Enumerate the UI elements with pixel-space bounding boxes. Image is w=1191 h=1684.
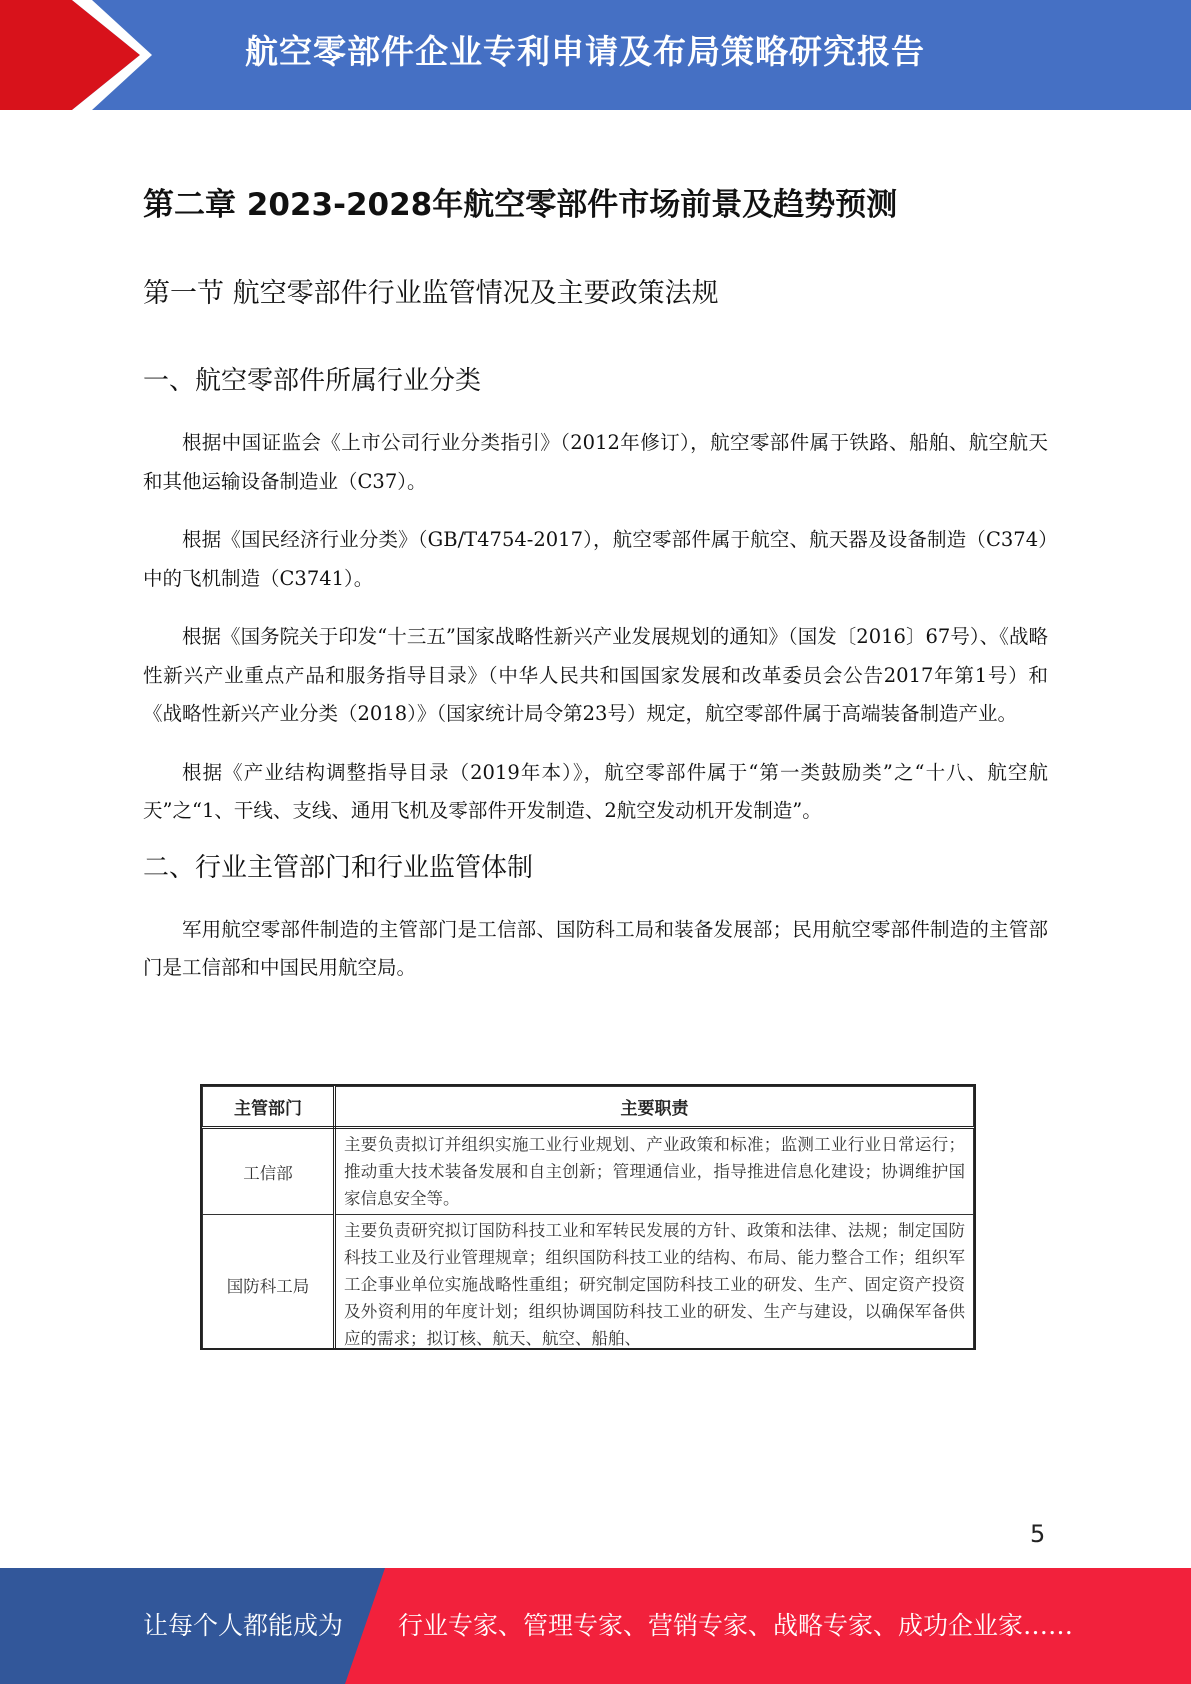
footer-slogan-right: 行业专家、管理专家、营销专家、战略专家、成功企业家……: [398, 1611, 1074, 1640]
footer-slogan-left: 让每个人都能成为: [143, 1611, 344, 1640]
table-header-department: 主管部门: [203, 1087, 335, 1128]
paragraph: 根据中国证监会《上市公司行业分类指引》（2012年修订），航空零部件属于铁路、船舶、航空航天和其他运输设备制造业（C37）。: [143, 431, 1048, 493]
header-banner: [0, 0, 1191, 110]
paragraph: 根据《产业结构调整指导目录（2019年本）》，航空零部件属于“第一类鼓励类”之“十八、航空航天”之“1、干线、支线、通用飞机及零部件开发制造、2航空发动机开发制造”。: [143, 760, 1048, 822]
table-cell-department: 国防科工局: [203, 1215, 335, 1351]
section-title: 第一节 航空零部件行业监管情况及主要政策法规: [143, 278, 719, 309]
chapter-title: 第二章 2023-2028年航空零部件市场前景及趋势预测: [143, 187, 898, 223]
subsection-title-industry-classification: 一、航空零部件所属行业分类: [143, 366, 482, 396]
table-cell-department: 工信部: [203, 1128, 335, 1215]
paragraph: 根据《国民经济行业分类》（GB/T4754-2017），航空零部件属于航空、航天器及设备制造（C374）中的飞机制造（C3741）。: [143, 528, 1048, 590]
subsection-title-regulatory-system: 二、行业主管部门和行业监管体制: [143, 852, 534, 883]
table-header-row: [203, 1087, 974, 1128]
page-content: [143, 170, 1048, 988]
page-number: 5: [1030, 1520, 1046, 1548]
paragraph: 根据《国务院关于印发“十三五”国家战略性新兴产业发展规划的通知》（国发〔2016〕67号）、《战略性新兴产业重点产品和服务指导目录》（中华人民共和国国家发展和改革委员会公告2017年第1号）和《战略性新兴产业分类（2018）》（国家统计局令第23号）规定，航空零部件属于高端装备制造产业。: [143, 625, 1048, 725]
table-row: [203, 1215, 974, 1351]
report-title: 航空零部件企业专利申请及布局策略研究报告: [245, 32, 925, 71]
authority-table: [202, 1086, 974, 1350]
table-cell-duties: 主要负责拟订并组织实施工业行业规划、产业政策和标准；监测工业行业日常运行；推动重大技术装备发展和自主创新；管理通信业，指导推进信息化建设；协调维护国家信息安全等。: [335, 1128, 974, 1215]
table-header-duties: 主要职责: [335, 1087, 974, 1128]
authority-table-wrapper: [200, 1084, 976, 1350]
paragraph: 军用航空零部件制造的主管部门是工信部、国防科工局和装备发展部；民用航空零部件制造的主管部门是工信部和中国民用航空局。: [143, 917, 1048, 979]
footer-banner: [0, 1568, 1191, 1684]
header-arrow-red: [0, 0, 150, 110]
table-row: [203, 1128, 974, 1215]
table-cell-duties: 主要负责研究拟订国防科技工业和军转民发展的方针、政策和法律、法规；制定国防科技工业及行业管理规章；组织国防科技工业的结构、布局、能力整合工作；组织军工企事业单位实施战略性重组；研究制定国防科技工业的研发、生产、固定资产投资及外资利用的年度计划；组织协调国防科技工业的研发、生产与建设，以确保军备供应的需求；拟订核、航天、航空、船舶、: [335, 1215, 974, 1351]
